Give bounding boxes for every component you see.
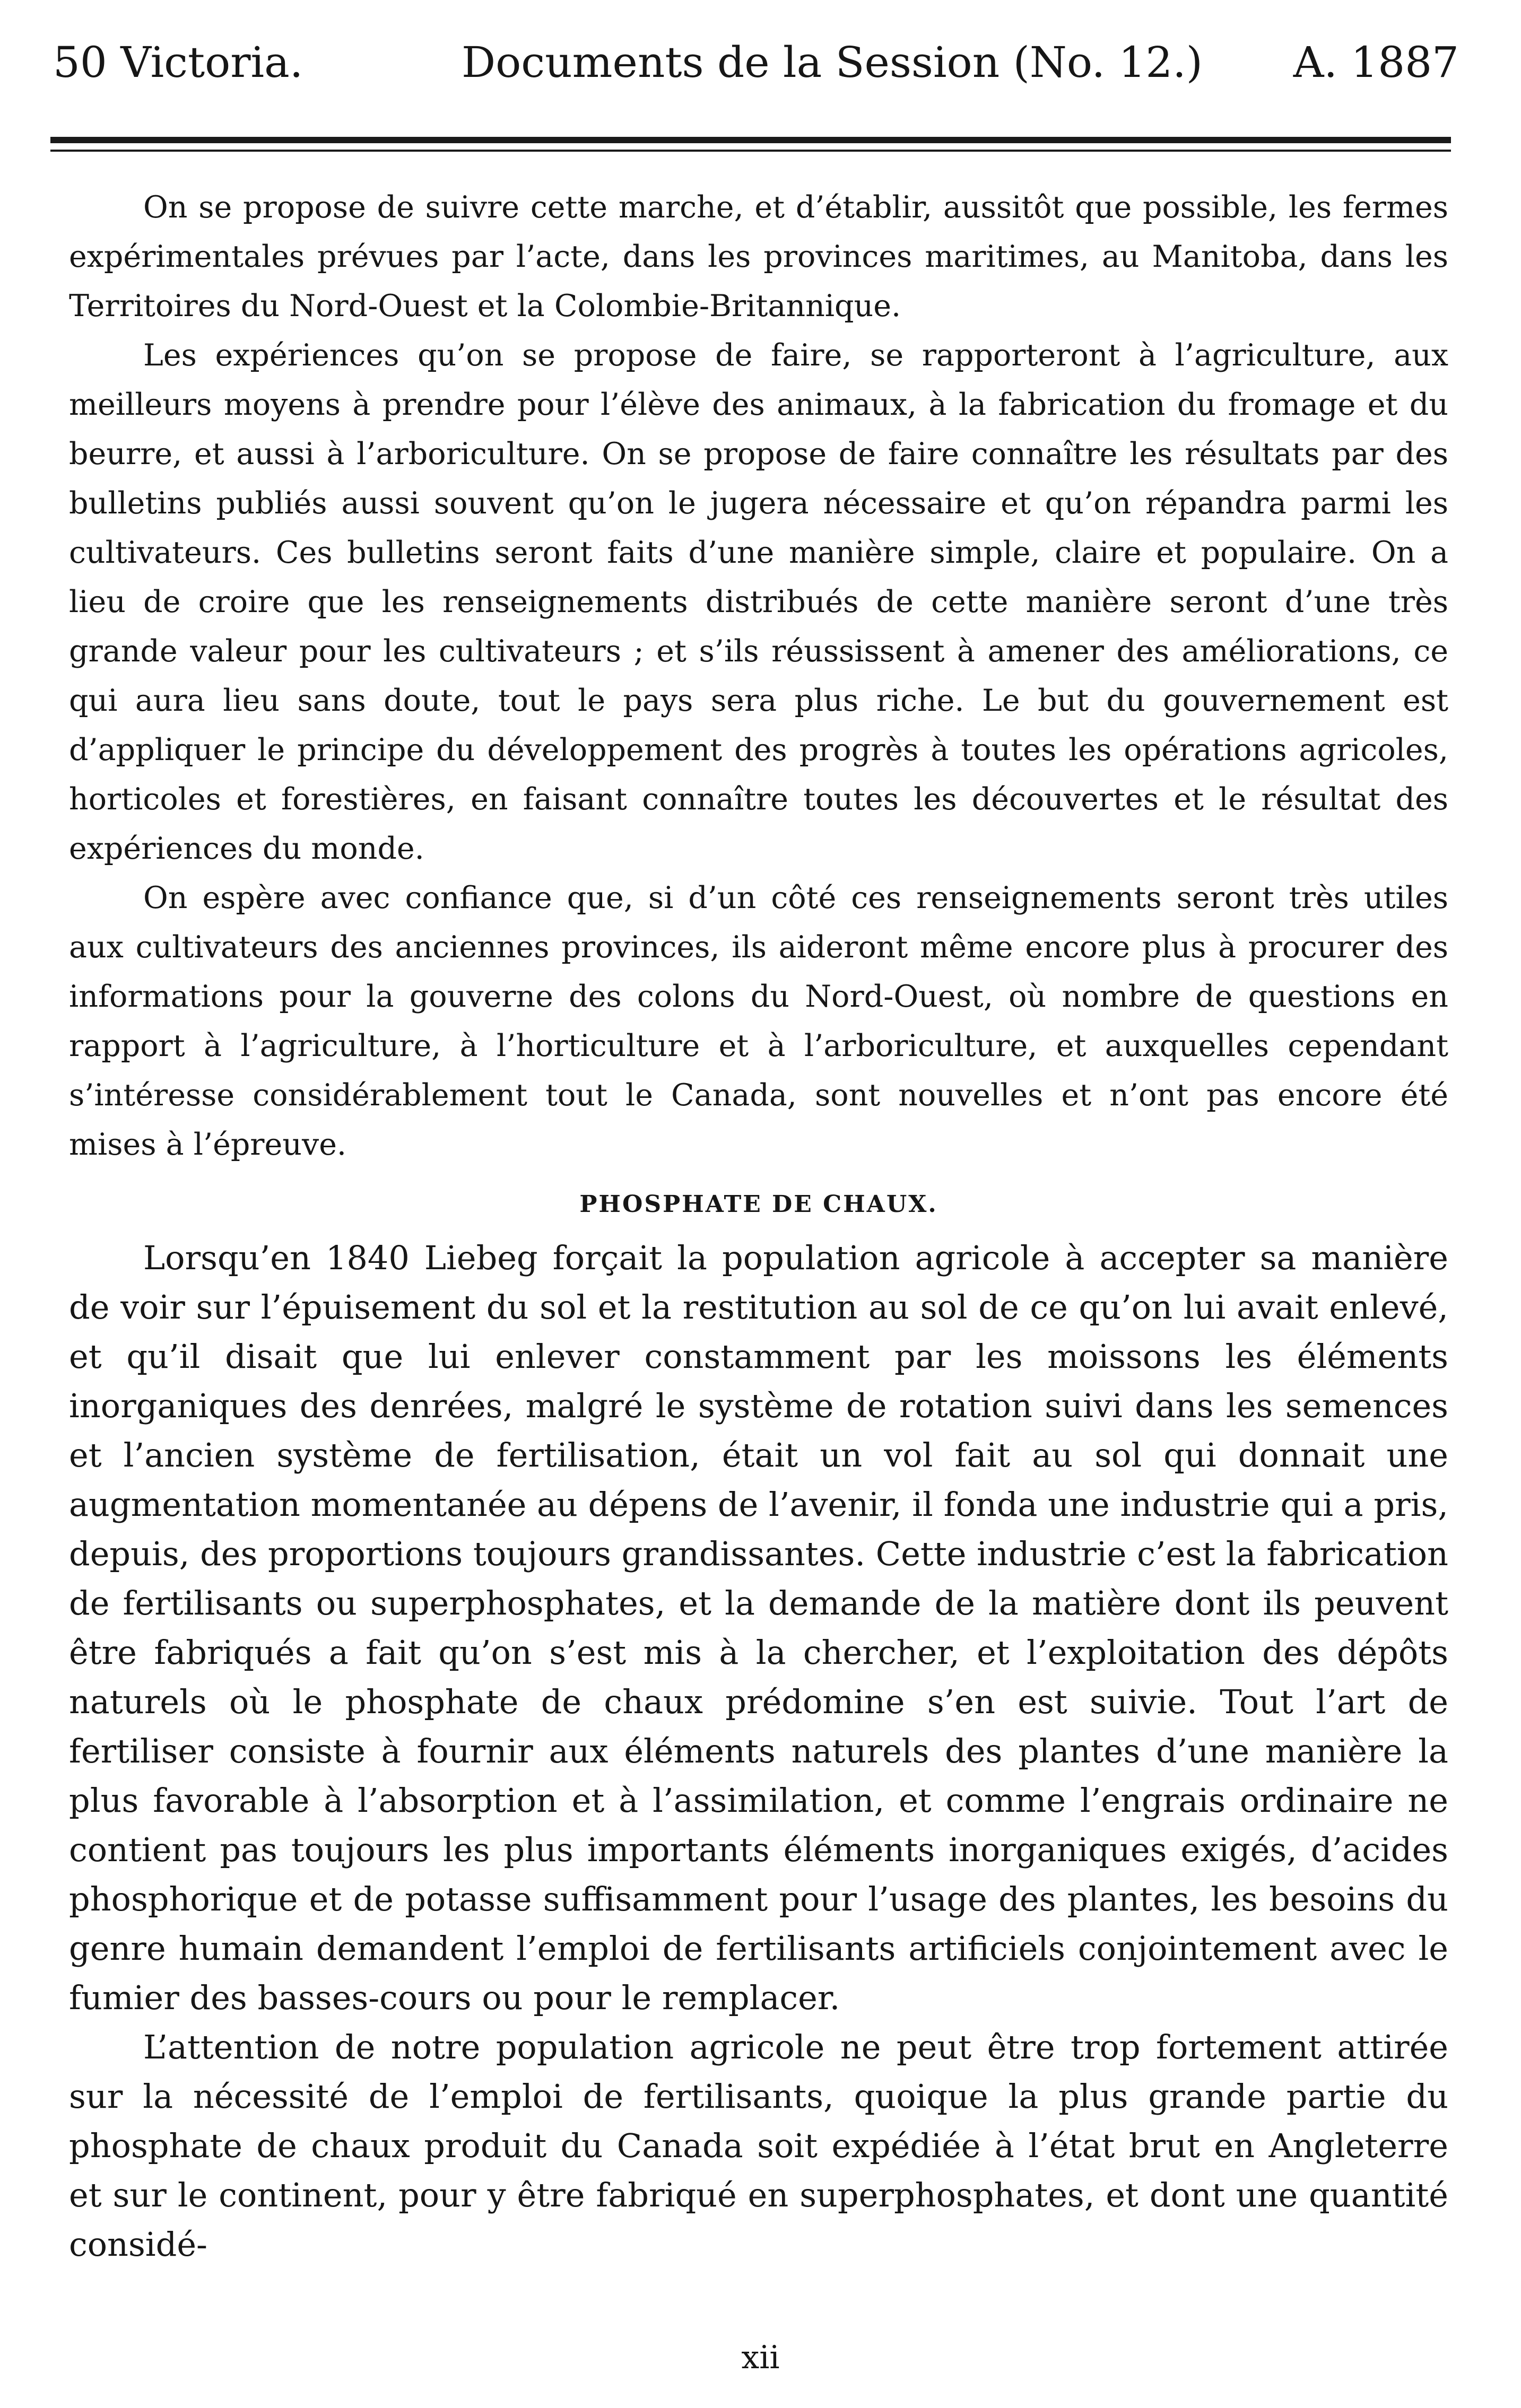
body-text [69, 183, 1448, 2269]
header-regnal-year: 50 Victoria. [53, 38, 303, 87]
paragraph-experimental-farms: On se propose de suivre cette marche, et d’établir, aussitôt que possible, les fermes expérimentales prévues par l’acte, dans les provinces maritimes, au Manitoba, dans les Territoires du Nord-Ouest et la Colombie-Britannique. [69, 190, 1448, 324]
paragraph-liebeg: Lorsqu’en 1840 Liebeg forçait la population agricole à accepter sa manière de voir sur l’épuisement du sol et la restitution au sol de ce qu’on lui avait enlevé, et qu’il disait que lui enlever constamment par les moissons les éléments inorganiques des denrées, malgré le système de rotation suivi dans les semences et l’ancien système de fertilisation, était un vol fait au sol qui donnait une augmentation momentanée au dépens de l’avenir, il fonda une industrie qui a pris, depuis, des proportions toujours grandissantes. Cette industrie c’est la fabrication de fertilisants ou superphosphates, et la demande de la matière dont ils peuvent être fabriqués a fait qu’on s’est mis à la chercher, et l’exploitation des dépôts naturels où le phosphate de chaux prédomine s’en est suivie. Tout l’art de fertiliser consiste à fournir aux éléments naturels des plantes d’une manière la plus favorable à l’absorption et à l’assimilation, et comme l’engrais ordinaire ne contient pas toujours les plus importants éléments inorganiques exigés, d’acides phosphorique et de potasse suffisamment pour l’usage des plantes, les besoins du genre humain demandent l’emploi de fertilisants artificiels conjointement avec le fumier des basses-cours ou pour le remplacer. [69, 1238, 1448, 2017]
page-number: xii [741, 2339, 780, 2376]
header-document-title: Documents de la Session (No. 12.) [462, 38, 1203, 87]
header-rule-thin [50, 150, 1451, 152]
paragraph-fertilisants: L’attention de notre population agricole ne peut être trop fortement attirée sur la nécessité de l’emploi de fertilisants, quoique la plus grande partie du phosphate de chaux produit du Canada soit expédiée à l’état brut en Angleterre et sur le continent, pour y être fabriqué en superphosphates, et dont une quantité considé- [69, 2028, 1448, 2264]
paragraph-north-west: On espère avec confiance que, si d’un côté ces renseignements seront très utiles aux cultivateurs des anciennes provinces, ils aideront même encore plus à procurer des informations pour la gouverne des colons du Nord-Ouest, où nombre de questions en rapport à l’agriculture, à l’horticulture et à l’arboriculture, et auxquelles cependant s’intéresse considérablement tout le Canada, sont nouvelles et n’ont pas encore été mises à l’épreuve. [69, 880, 1448, 1162]
header-year: A. 1887 [1293, 38, 1459, 87]
header-rule-thick [50, 137, 1451, 143]
section-heading: PHOSPHATE DE CHAUX. [579, 1191, 938, 1218]
running-header [53, 25, 1459, 100]
paragraph-experiments: Les expériences qu’on se propose de faire, se rapporteront à l’agriculture, aux meilleurs moyens à prendre pour l’élève des animaux, à la fabrication du fromage et du beurre, et aussi à l’arboriculture. On se propose de faire connaître les résultats par des bulletins publiés aussi souvent qu’on le jugera nécessaire et qu’on répandra parmi les cultivateurs. Ces bulletins seront faits d’une manière simple, claire et populaire. On a lieu de croire que les renseignements distribués de cette manière seront d’une très grande valeur pour les cultivateurs ; et s’ils réussissent à amener des améliorations, ce qui aura lieu sans doute, tout le pays sera plus riche. Le but du gouvernement est d’appliquer le principe du développement des progrès à toutes les opérations agricoles, horticoles et forestières, en faisant connaître toutes les découvertes et le résultat des expériences du monde. [69, 338, 1448, 866]
